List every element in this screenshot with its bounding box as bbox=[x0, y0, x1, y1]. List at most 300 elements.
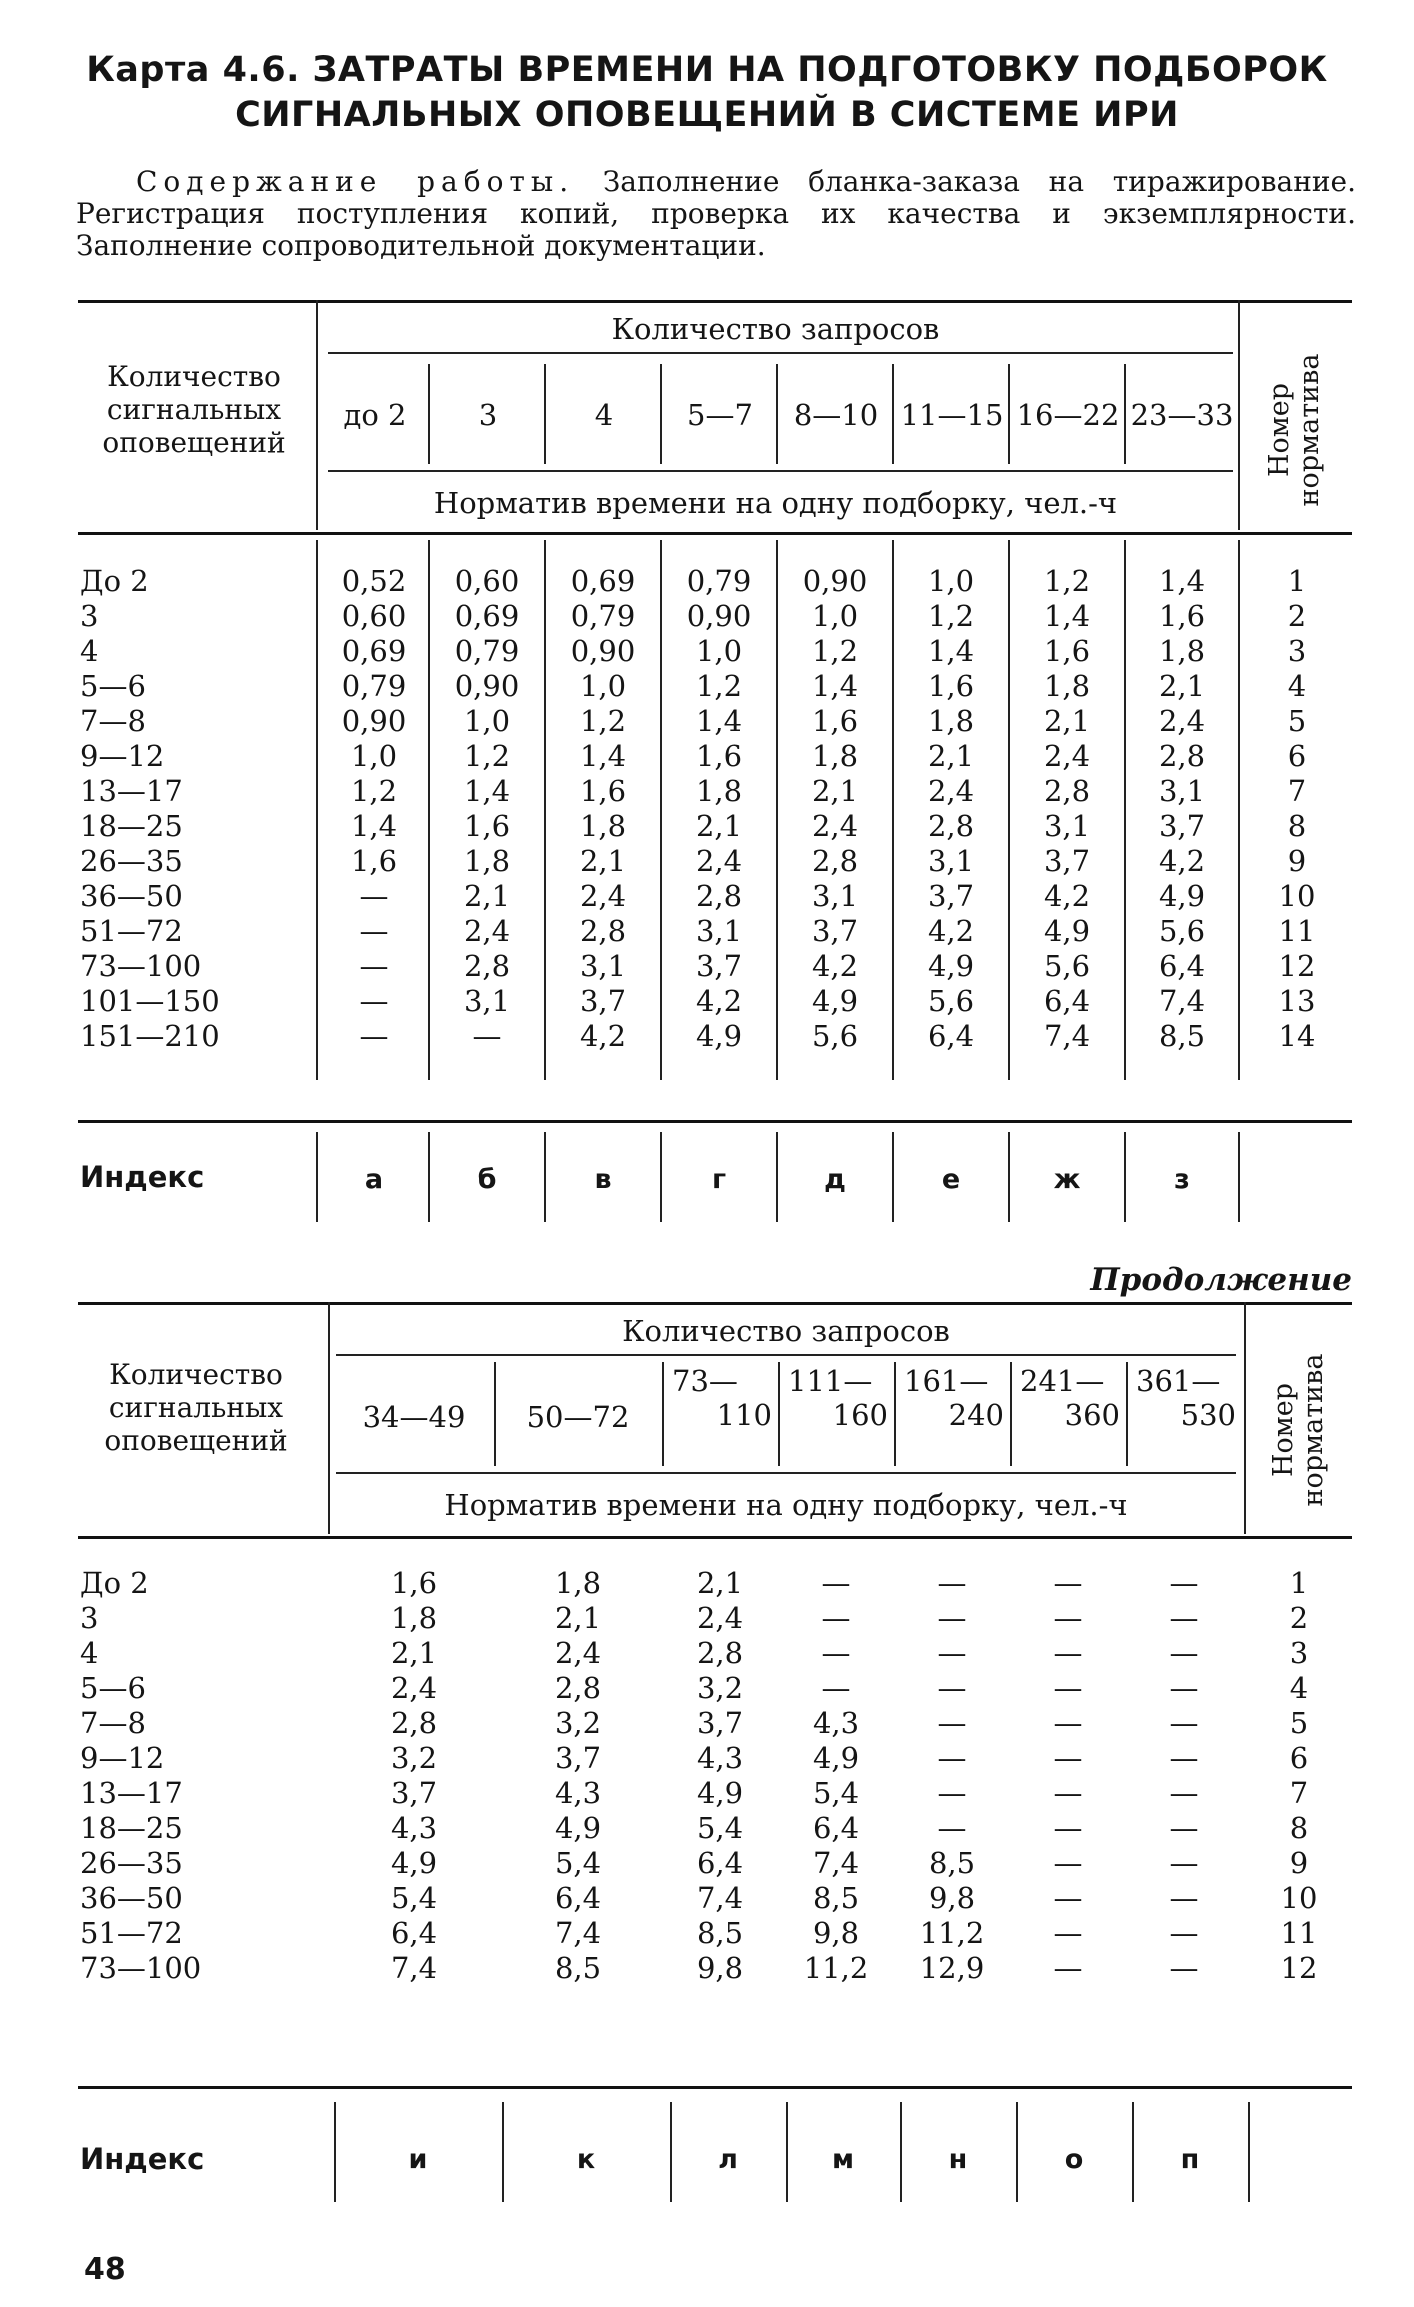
value-cell: 1,2 bbox=[927, 599, 975, 633]
row-header-line: сигнальных bbox=[108, 1391, 284, 1424]
value-cell: 3,1 bbox=[579, 949, 627, 983]
value-cell: 0,60 bbox=[454, 564, 520, 598]
table-2-col-rule bbox=[494, 1362, 496, 1466]
row-label: 7—8 bbox=[80, 704, 146, 738]
value-cell: 4,9 bbox=[696, 1776, 744, 1810]
norm-number: 8 bbox=[1289, 1811, 1309, 1845]
value-cell: 6,4 bbox=[1158, 949, 1206, 983]
table-2-stub-divider bbox=[328, 1302, 330, 1534]
value-cell: 0,52 bbox=[341, 564, 407, 598]
value-cell: 0,79 bbox=[570, 599, 636, 633]
value-cell: 3,1 bbox=[695, 914, 743, 948]
value-cell: — bbox=[1169, 1846, 1199, 1880]
table-1-number-column bbox=[1242, 564, 1352, 1054]
table-1-number-divider bbox=[1238, 300, 1240, 530]
value-cell: — bbox=[937, 1601, 967, 1635]
value-cell: — bbox=[1169, 1776, 1199, 1810]
table-1-index-divider bbox=[660, 1132, 662, 1222]
row-header-line: оповещений bbox=[104, 1424, 288, 1457]
value-cell: 1,6 bbox=[811, 704, 859, 738]
value-cell: 0,60 bbox=[341, 599, 407, 633]
col-header-line: 161— bbox=[904, 1364, 989, 1398]
col-header-line: 110 bbox=[716, 1398, 772, 1432]
value-cell: 11,2 bbox=[803, 1951, 869, 1985]
value-cell: 2,8 bbox=[927, 809, 975, 843]
value-cell: 4,2 bbox=[927, 914, 975, 948]
table-2-col-header bbox=[334, 1400, 494, 1434]
value-cell: 0,79 bbox=[454, 634, 520, 668]
table-1-header-bottom-rule bbox=[78, 532, 1352, 535]
table-1-col-rule bbox=[892, 364, 894, 464]
table-2-row-labels bbox=[80, 1566, 310, 1986]
table-2-index-value: о bbox=[1064, 2144, 1084, 2175]
norm-number: 5 bbox=[1289, 1706, 1309, 1740]
value-cell: 4,2 bbox=[811, 949, 859, 983]
table-1-index-divider bbox=[316, 1132, 318, 1222]
value-cell: 1,4 bbox=[1158, 564, 1206, 598]
value-cell: 4,9 bbox=[1158, 879, 1206, 913]
norm-number: 1 bbox=[1287, 564, 1307, 598]
row-label: 151—210 bbox=[80, 1019, 220, 1053]
col-header-line: 50—72 bbox=[526, 1400, 630, 1434]
value-cell: 1,2 bbox=[463, 739, 511, 773]
row-header-line: оповещений bbox=[102, 426, 286, 459]
value-cell: 5,4 bbox=[812, 1776, 860, 1810]
table-2-index-rule bbox=[78, 2086, 1352, 2089]
value-cell: — bbox=[821, 1601, 851, 1635]
value-cell: 4,9 bbox=[390, 1846, 438, 1880]
value-cell: 4,9 bbox=[927, 949, 975, 983]
value-cell: 1,8 bbox=[695, 774, 743, 808]
norm-number: 5 bbox=[1287, 704, 1307, 738]
norm-number: 7 bbox=[1287, 774, 1307, 808]
value-cell: 8,5 bbox=[696, 1916, 744, 1950]
norm-number: 12 bbox=[1278, 949, 1316, 983]
value-cell: 8,5 bbox=[928, 1846, 976, 1880]
value-cell: 4,3 bbox=[390, 1811, 438, 1845]
value-cell: 3,7 bbox=[1043, 844, 1091, 878]
value-cell: 12,9 bbox=[919, 1951, 985, 1985]
table-1-col-header: 5—7 bbox=[687, 398, 753, 432]
value-cell: 4,2 bbox=[1043, 879, 1091, 913]
work-content-text: Заполнение бланка-заказа на тиражирование. Регистрация поступления копий, проверка их качества и экземплярности. Заполнение сопроводительной документации. bbox=[76, 165, 1356, 262]
value-cell: — bbox=[1053, 1741, 1083, 1775]
table-1-body-rule bbox=[544, 540, 546, 1080]
norm-number: 7 bbox=[1289, 1776, 1309, 1810]
value-cell: 2,8 bbox=[463, 949, 511, 983]
table-1-body-rule bbox=[1238, 540, 1240, 1080]
value-cell: 1,6 bbox=[1043, 634, 1091, 668]
value-cell: — bbox=[1053, 1566, 1083, 1600]
norm-number: 1 bbox=[1289, 1566, 1309, 1600]
table-2-col-rule bbox=[662, 1362, 664, 1466]
number-header-line: норматива bbox=[1294, 353, 1325, 507]
table-1-value-column bbox=[322, 564, 426, 1054]
table-1-index-divider bbox=[544, 1132, 546, 1222]
value-cell: — bbox=[1053, 1636, 1083, 1670]
table-2-col-header bbox=[494, 1400, 662, 1434]
table-1-row-header bbox=[78, 360, 310, 459]
value-cell: 3,7 bbox=[390, 1776, 438, 1810]
value-cell: 2,4 bbox=[927, 774, 975, 808]
norm-number: 11 bbox=[1280, 1916, 1318, 1950]
value-cell: 1,8 bbox=[1158, 634, 1206, 668]
table-2-value-column bbox=[662, 1566, 778, 1986]
value-cell: 2,8 bbox=[1043, 774, 1091, 808]
value-cell: 7,4 bbox=[1158, 984, 1206, 1018]
table-1-index-divider bbox=[892, 1132, 894, 1222]
value-cell: 3,7 bbox=[579, 984, 627, 1018]
table-2-col-rule bbox=[778, 1362, 780, 1466]
value-cell: 1,0 bbox=[350, 739, 398, 773]
value-cell: 0,69 bbox=[341, 634, 407, 668]
table-1-index-value: б bbox=[477, 1164, 497, 1195]
value-cell: 4,3 bbox=[554, 1776, 602, 1810]
row-header-line: Количество bbox=[107, 360, 281, 393]
value-cell: — bbox=[1169, 1811, 1199, 1845]
value-cell: 2,1 bbox=[1043, 704, 1091, 738]
value-cell: — bbox=[1169, 1916, 1199, 1950]
value-cell: 1,0 bbox=[695, 634, 743, 668]
value-cell: 3,7 bbox=[696, 1706, 744, 1740]
value-cell: 9,8 bbox=[928, 1881, 976, 1915]
continuation-label: Продолжение bbox=[1090, 1262, 1352, 1298]
norm-number: 13 bbox=[1278, 984, 1316, 1018]
norm-number: 12 bbox=[1280, 1951, 1318, 1985]
value-cell: 2,8 bbox=[554, 1671, 602, 1705]
value-cell: 1,2 bbox=[350, 774, 398, 808]
value-cell: 1,4 bbox=[811, 669, 859, 703]
row-label: 26—35 bbox=[80, 844, 183, 878]
value-cell: — bbox=[937, 1776, 967, 1810]
table-1-index-label: Индекс bbox=[80, 1160, 205, 1194]
table-1-body-rule bbox=[776, 540, 778, 1080]
value-cell: 2,1 bbox=[927, 739, 975, 773]
table-1-norm-rule bbox=[328, 470, 1233, 472]
table-2-index-value: к bbox=[576, 2144, 596, 2175]
table-1-col-header: 16—22 bbox=[1016, 398, 1120, 432]
table-2-col-rule bbox=[1010, 1362, 1012, 1466]
value-cell: 1,6 bbox=[390, 1566, 438, 1600]
value-cell: — bbox=[821, 1566, 851, 1600]
row-label: 5—6 bbox=[80, 669, 146, 703]
value-cell: 2,4 bbox=[695, 844, 743, 878]
value-cell: 2,4 bbox=[463, 914, 511, 948]
number-header-line: Номер bbox=[1268, 1382, 1299, 1478]
value-cell: 4,3 bbox=[696, 1741, 744, 1775]
table-2-col-header bbox=[778, 1364, 894, 1432]
table-1-index-divider bbox=[1008, 1132, 1010, 1222]
value-cell: 5,4 bbox=[390, 1881, 438, 1915]
value-cell: 2,1 bbox=[390, 1636, 438, 1670]
row-label: 9—12 bbox=[80, 739, 165, 773]
table-1-value-column bbox=[1128, 564, 1236, 1054]
value-cell: 0,90 bbox=[454, 669, 520, 703]
value-cell: — bbox=[1053, 1671, 1083, 1705]
norm-number: 10 bbox=[1280, 1881, 1318, 1915]
value-cell: — bbox=[359, 1019, 389, 1053]
card-title-line-1: Карта 4.6. ЗАТРАТЫ ВРЕМЕНИ НА ПОДГОТОВКУ ПОДБОРОК bbox=[86, 50, 1328, 90]
norm-number: 10 bbox=[1278, 879, 1316, 913]
table-2-value-column bbox=[1010, 1566, 1126, 1986]
value-cell: 5,6 bbox=[811, 1019, 859, 1053]
table-1-group-rule bbox=[328, 352, 1233, 354]
value-cell: — bbox=[472, 1019, 502, 1053]
table-1-index-rule bbox=[78, 1120, 1352, 1123]
value-cell: — bbox=[937, 1741, 967, 1775]
value-cell: 3,1 bbox=[1043, 809, 1091, 843]
value-cell: 9,8 bbox=[696, 1951, 744, 1985]
value-cell: 1,6 bbox=[579, 774, 627, 808]
value-cell: 3,7 bbox=[811, 914, 859, 948]
value-cell: 0,79 bbox=[686, 564, 752, 598]
value-cell: 1,0 bbox=[927, 564, 975, 598]
table-1-body-rule bbox=[1124, 540, 1126, 1080]
norm-number: 9 bbox=[1289, 1846, 1309, 1880]
row-label: 51—72 bbox=[80, 914, 183, 948]
value-cell: 0,69 bbox=[454, 599, 520, 633]
value-cell: 6,4 bbox=[696, 1846, 744, 1880]
row-label: До 2 bbox=[80, 1566, 149, 1600]
value-cell: 1,8 bbox=[390, 1601, 438, 1635]
value-cell: 3,2 bbox=[696, 1671, 744, 1705]
row-label: 36—50 bbox=[80, 1881, 183, 1915]
row-label: 3 bbox=[80, 599, 99, 633]
value-cell: 2,8 bbox=[695, 879, 743, 913]
value-cell: 7,4 bbox=[812, 1846, 860, 1880]
value-cell: 1,0 bbox=[463, 704, 511, 738]
table-1-index-divider bbox=[428, 1132, 430, 1222]
table-2-value-column bbox=[778, 1566, 894, 1986]
table-2-value-column bbox=[494, 1566, 662, 1986]
value-cell: 6,4 bbox=[927, 1019, 975, 1053]
value-cell: 2,1 bbox=[1158, 669, 1206, 703]
value-cell: — bbox=[1053, 1776, 1083, 1810]
value-cell: 2,8 bbox=[579, 914, 627, 948]
value-cell: — bbox=[1169, 1636, 1199, 1670]
card-title-line-2: СИГНАЛЬНЫХ ОПОВЕЩЕНИЙ В СИСТЕМЕ ИРИ bbox=[235, 95, 1179, 135]
table-1-col-header: 11—15 bbox=[900, 398, 1004, 432]
value-cell: 1,6 bbox=[1158, 599, 1206, 633]
col-header-line: 360 bbox=[1064, 1398, 1120, 1432]
value-cell: 7,4 bbox=[554, 1916, 602, 1950]
table-1-index-divider bbox=[1238, 1132, 1240, 1222]
value-cell: 3,1 bbox=[463, 984, 511, 1018]
value-cell: — bbox=[1053, 1601, 1083, 1635]
value-cell: 1,4 bbox=[463, 774, 511, 808]
value-cell: 5,6 bbox=[1158, 914, 1206, 948]
value-cell: 2,1 bbox=[463, 879, 511, 913]
value-cell: 1,8 bbox=[463, 844, 511, 878]
table-1-body-rule bbox=[660, 540, 662, 1080]
norm-number: 3 bbox=[1289, 1636, 1309, 1670]
value-cell: 3,7 bbox=[695, 949, 743, 983]
value-cell: — bbox=[1169, 1601, 1199, 1635]
table-1-col-rule bbox=[1008, 364, 1010, 464]
value-cell: 2,8 bbox=[390, 1706, 438, 1740]
table-2-number-column bbox=[1246, 1566, 1352, 1986]
table-2-index-value: м bbox=[831, 2144, 855, 2175]
value-cell: 1,8 bbox=[927, 704, 975, 738]
table-1-col-rule bbox=[1124, 364, 1126, 464]
value-cell: — bbox=[1169, 1741, 1199, 1775]
table-1-group-header: Количество запросов bbox=[611, 312, 940, 346]
table-1-col-rule bbox=[776, 364, 778, 464]
value-cell: 2,8 bbox=[811, 844, 859, 878]
norm-number: 6 bbox=[1287, 739, 1307, 773]
value-cell: — bbox=[1053, 1916, 1083, 1950]
value-cell: 2,1 bbox=[811, 774, 859, 808]
value-cell: 2,4 bbox=[1043, 739, 1091, 773]
norm-number: 2 bbox=[1289, 1601, 1309, 1635]
value-cell: 1,2 bbox=[695, 669, 743, 703]
value-cell: 0,90 bbox=[341, 704, 407, 738]
table-2-col-header bbox=[1126, 1364, 1242, 1432]
table-2-index-value: л bbox=[718, 2144, 738, 2175]
value-cell: 5,6 bbox=[927, 984, 975, 1018]
value-cell: — bbox=[1169, 1706, 1199, 1740]
table-2-top-rule bbox=[78, 1302, 1352, 1305]
table-2-index-value: и bbox=[408, 2144, 428, 2175]
value-cell: 2,1 bbox=[695, 809, 743, 843]
table-1-norm-header: Норматив времени на одну подборку, чел.-ч bbox=[433, 486, 1118, 520]
value-cell: — bbox=[1169, 1671, 1199, 1705]
value-cell: 2,1 bbox=[696, 1566, 744, 1600]
value-cell: 4,9 bbox=[811, 984, 859, 1018]
value-cell: 1,4 bbox=[1043, 599, 1091, 633]
row-label: 26—35 bbox=[80, 1846, 183, 1880]
value-cell: 2,4 bbox=[1158, 704, 1206, 738]
row-header-line: Количество bbox=[109, 1358, 283, 1391]
value-cell: 1,2 bbox=[811, 634, 859, 668]
value-cell: 4,2 bbox=[1158, 844, 1206, 878]
table-1-col-header: 8—10 bbox=[793, 398, 879, 432]
value-cell: 6,4 bbox=[554, 1881, 602, 1915]
row-header-line: сигнальных bbox=[106, 393, 282, 426]
table-2-norm-header: Норматив времени на одну подборку, чел.-ч bbox=[444, 1488, 1128, 1522]
table-2-value-column bbox=[1126, 1566, 1242, 1986]
col-header-line: 530 bbox=[1180, 1398, 1236, 1432]
value-cell: 3,2 bbox=[390, 1741, 438, 1775]
value-cell: 6,4 bbox=[390, 1916, 438, 1950]
value-cell: 1,6 bbox=[695, 739, 743, 773]
table-2-col-rule bbox=[1126, 1362, 1128, 1466]
value-cell: 2,1 bbox=[554, 1601, 602, 1635]
value-cell: 2,4 bbox=[579, 879, 627, 913]
value-cell: 3,7 bbox=[554, 1741, 602, 1775]
table-2-number-divider bbox=[1244, 1302, 1246, 1534]
value-cell: 1,4 bbox=[350, 809, 398, 843]
table-1-value-column bbox=[664, 564, 774, 1054]
value-cell: 5,6 bbox=[1043, 949, 1091, 983]
row-label: 7—8 bbox=[80, 1706, 146, 1740]
norm-number: 8 bbox=[1287, 809, 1307, 843]
row-label: 13—17 bbox=[80, 1776, 183, 1810]
table-1-index-value: в bbox=[594, 1164, 612, 1195]
value-cell: — bbox=[1169, 1881, 1199, 1915]
table-1-value-column bbox=[1012, 564, 1122, 1054]
table-2-row-header bbox=[78, 1358, 314, 1457]
value-cell: 2,8 bbox=[696, 1636, 744, 1670]
table-2-value-column bbox=[894, 1566, 1010, 1986]
value-cell: 4,2 bbox=[579, 1019, 627, 1053]
table-2-col-header bbox=[894, 1364, 1010, 1432]
value-cell: 6,4 bbox=[1043, 984, 1091, 1018]
col-header-line: 73— bbox=[672, 1364, 738, 1398]
value-cell: — bbox=[359, 879, 389, 913]
table-2-index-value: н bbox=[948, 2144, 968, 2175]
table-1-col-rule bbox=[544, 364, 546, 464]
table-2-index-value: п bbox=[1180, 2144, 1200, 2175]
norm-number: 2 bbox=[1287, 599, 1307, 633]
value-cell: 2,4 bbox=[696, 1601, 744, 1635]
value-cell: 2,8 bbox=[1158, 739, 1206, 773]
card-title bbox=[60, 48, 1354, 138]
value-cell: — bbox=[821, 1671, 851, 1705]
value-cell: 11,2 bbox=[919, 1916, 985, 1950]
table-1-stub-divider bbox=[316, 300, 318, 530]
table-1-body-rule bbox=[892, 540, 894, 1080]
col-header-line: 160 bbox=[832, 1398, 888, 1432]
table-2-group-rule bbox=[336, 1354, 1236, 1356]
value-cell: 1,4 bbox=[927, 634, 975, 668]
value-cell: 7,4 bbox=[696, 1881, 744, 1915]
table-2-col-header bbox=[662, 1364, 778, 1432]
table-1-col-header: 4 bbox=[594, 398, 614, 432]
value-cell: — bbox=[821, 1636, 851, 1670]
table-1-col-header: 23—33 bbox=[1130, 398, 1234, 432]
row-label: До 2 bbox=[80, 564, 149, 598]
value-cell: 3,7 bbox=[1158, 809, 1206, 843]
value-cell: 3,1 bbox=[811, 879, 859, 913]
table-2-value-column bbox=[334, 1566, 494, 1986]
value-cell: 1,8 bbox=[811, 739, 859, 773]
work-content-paragraph bbox=[76, 166, 1356, 262]
value-cell: 2,1 bbox=[579, 844, 627, 878]
col-header-line: 34—49 bbox=[362, 1400, 466, 1434]
table-2-number-header bbox=[1269, 1335, 1329, 1525]
value-cell: 0,90 bbox=[802, 564, 868, 598]
table-2-group-header: Количество запросов bbox=[622, 1314, 950, 1348]
row-label: 18—25 bbox=[80, 809, 183, 843]
row-label: 5—6 bbox=[80, 1671, 146, 1705]
value-cell: 1,6 bbox=[927, 669, 975, 703]
value-cell: 6,4 bbox=[812, 1811, 860, 1845]
table-1-row-labels bbox=[80, 564, 305, 1054]
row-label: 9—12 bbox=[80, 1741, 165, 1775]
value-cell: — bbox=[937, 1671, 967, 1705]
row-label: 36—50 bbox=[80, 879, 183, 913]
value-cell: 1,4 bbox=[579, 739, 627, 773]
value-cell: 3,7 bbox=[927, 879, 975, 913]
table-2-index-divider bbox=[1248, 2102, 1250, 2202]
value-cell: 2,4 bbox=[811, 809, 859, 843]
value-cell: 5,4 bbox=[696, 1811, 744, 1845]
table-1-value-column bbox=[896, 564, 1006, 1054]
table-2-header-bottom-rule bbox=[78, 1536, 1352, 1539]
value-cell: — bbox=[937, 1566, 967, 1600]
value-cell: 1,4 bbox=[695, 704, 743, 738]
value-cell: — bbox=[1169, 1566, 1199, 1600]
row-label: 51—72 bbox=[80, 1916, 183, 1950]
value-cell: 8,5 bbox=[554, 1951, 602, 1985]
value-cell: 1,0 bbox=[811, 599, 859, 633]
table-1-index-value: з bbox=[1174, 1164, 1190, 1195]
table-1-value-column bbox=[548, 564, 658, 1054]
norm-number: 11 bbox=[1278, 914, 1316, 948]
table-1-col-header: 3 bbox=[478, 398, 498, 432]
table-1-index-value: а bbox=[364, 1164, 384, 1195]
